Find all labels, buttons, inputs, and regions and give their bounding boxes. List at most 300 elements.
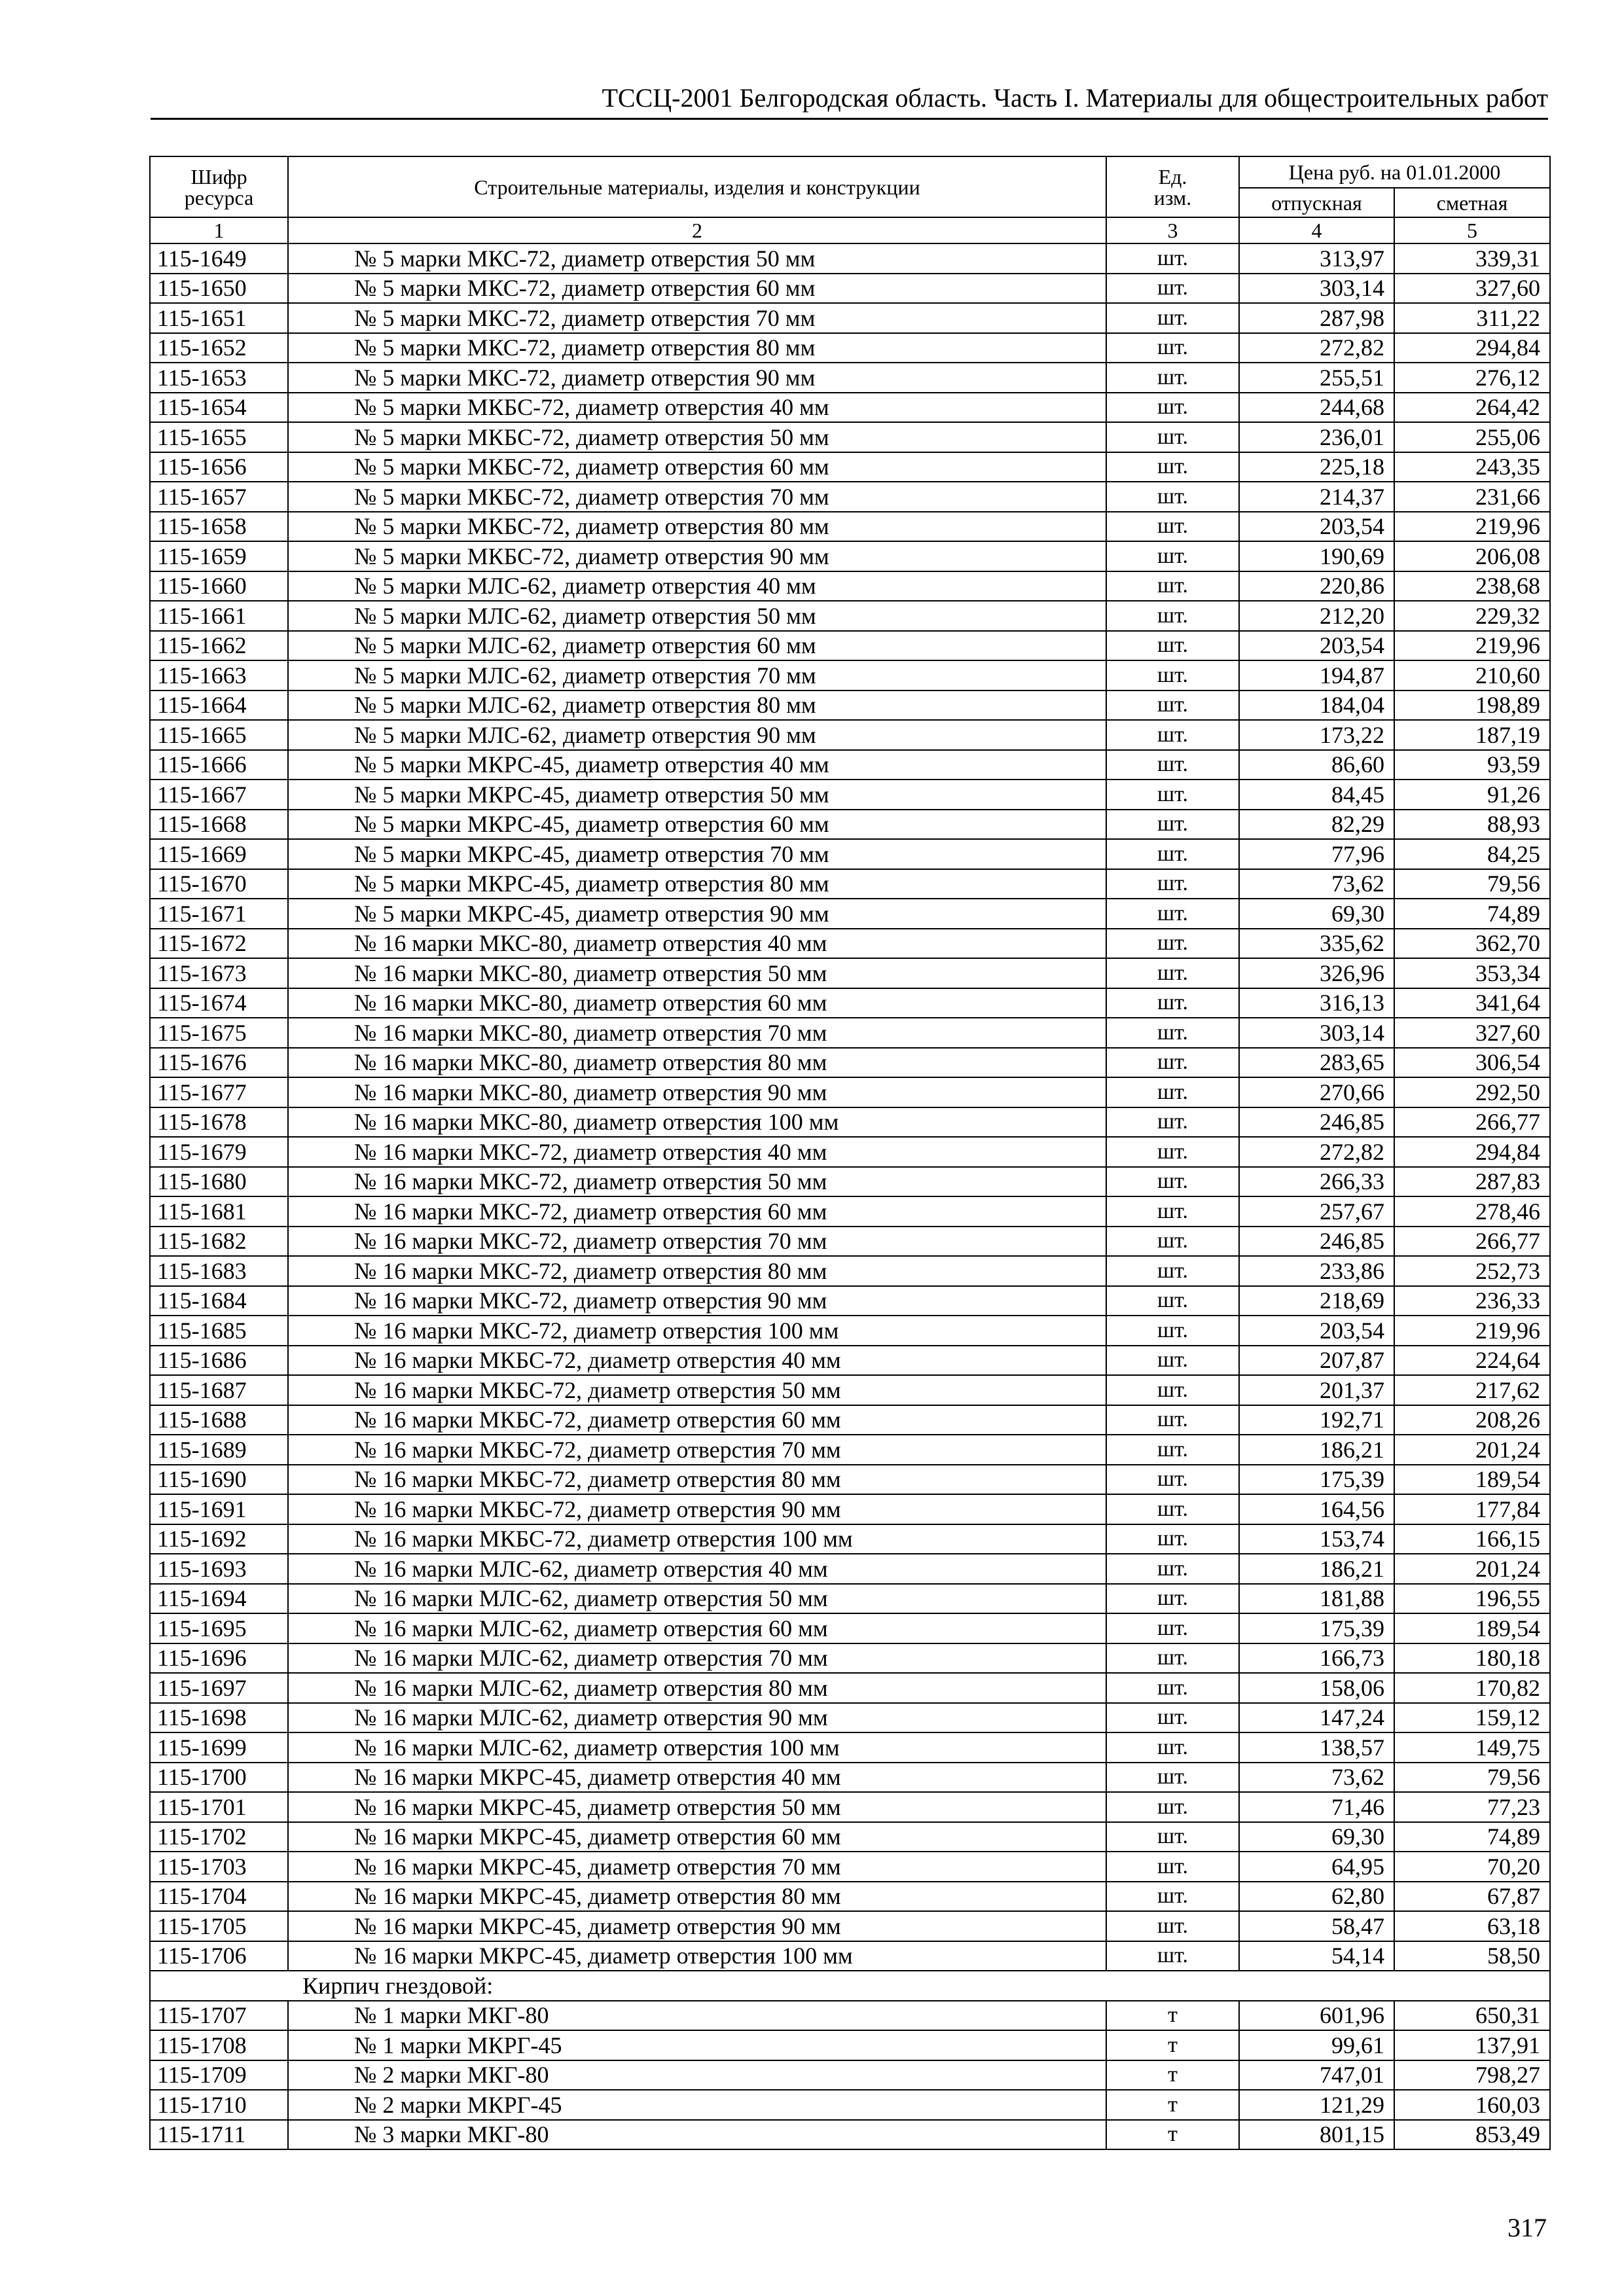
resource-code-cell: 115-1684 [150,1286,288,1316]
table-row [150,780,1550,810]
estimate-price-cell: 67,87 [1394,1882,1550,1912]
resource-code-cell: 115-1702 [150,1822,288,1852]
table-row [150,1554,1550,1584]
unit-cell: шт. [1106,1822,1239,1852]
table-row [150,899,1550,929]
unit-cell: шт. [1106,1167,1239,1197]
table-row [150,720,1550,750]
release-price-cell: 190,69 [1239,541,1394,571]
table-row [150,1196,1550,1227]
unit-cell: шт. [1106,1316,1239,1346]
estimate-price-cell: 327,60 [1394,274,1550,304]
unit-cell: шт. [1106,363,1239,393]
resource-code-cell: 115-1665 [150,720,288,750]
unit-cell: шт. [1106,631,1239,661]
release-price-cell: 236,01 [1239,422,1394,452]
material-name-cell: № 16 марки МКРС-45, диаметр отверстия 60 мм [288,1822,1106,1852]
estimate-price-cell: 189,54 [1394,1613,1550,1643]
material-name-cell: № 16 марки МКС-80, диаметр отверстия 100 мм [288,1107,1106,1138]
release-price-cell: 69,30 [1239,899,1394,929]
unit-cell: шт. [1106,1107,1239,1138]
unit-cell: шт. [1106,1137,1239,1167]
unit-cell: шт. [1106,1763,1239,1793]
estimate-price-cell: 255,06 [1394,422,1550,452]
estimate-price-cell: 201,24 [1394,1435,1550,1465]
column-header-name: Строительные материалы, изделия и конструкции [288,156,1106,217]
release-price-cell: 158,06 [1239,1673,1394,1703]
release-price-cell: 303,14 [1239,1018,1394,1048]
material-name-cell: № 16 марки МКРС-45, диаметр отверстия 100 мм [288,1941,1106,1971]
release-price-cell: 186,21 [1239,1554,1394,1584]
resource-code-cell: 115-1657 [150,482,288,512]
estimate-price-cell: 650,31 [1394,2001,1550,2031]
unit-cell: шт. [1106,720,1239,750]
table-row [150,1732,1550,1763]
unit-cell: шт. [1106,1346,1239,1376]
material-name-cell: № 5 марки МКБС-72, диаметр отверстия 70 мм [288,482,1106,512]
material-name-cell: № 16 марки МЛС-62, диаметр отверстия 40 мм [288,1554,1106,1584]
table-row [150,243,1550,274]
table-row [150,1405,1550,1435]
estimate-price-cell: 229,32 [1394,601,1550,631]
table-row [150,482,1550,512]
resource-code-cell: 115-1696 [150,1643,288,1674]
estimate-price-cell: 201,24 [1394,1554,1550,1584]
release-price-cell: 313,97 [1239,243,1394,274]
unit-cell: шт. [1106,780,1239,810]
resource-code-cell: 115-1654 [150,393,288,423]
material-name-cell: № 5 марки МКС-72, диаметр отверстия 60 мм [288,274,1106,304]
resource-code-cell: 115-1664 [150,691,288,721]
material-name-cell: № 16 марки МКС-72, диаметр отверстия 100 мм [288,1316,1106,1346]
resource-code-cell: 115-1709 [150,2060,288,2090]
column-header-price: Цена руб. на 01.01.2000 [1239,156,1550,188]
table-row [150,1286,1550,1316]
estimate-price-cell: 63,18 [1394,1911,1550,1941]
material-name-cell: № 5 марки МЛС-62, диаметр отверстия 50 мм [288,601,1106,631]
resource-code-cell: 115-1691 [150,1494,288,1524]
unit-cell: т [1106,2030,1239,2060]
material-name-cell: № 16 марки МКС-80, диаметр отверстия 70 мм [288,1018,1106,1048]
material-name-cell: № 2 марки МКРГ-45 [288,2090,1106,2120]
estimate-price-cell: 294,84 [1394,1137,1550,1167]
resource-code-cell: 115-1675 [150,1018,288,1048]
table-row [150,1852,1550,1882]
release-price-cell: 84,45 [1239,780,1394,810]
column-number: 1 [150,217,288,243]
material-name-cell: № 16 марки МКРС-45, диаметр отверстия 50 мм [288,1792,1106,1822]
material-name-cell: № 5 марки МКС-72, диаметр отверстия 80 мм [288,333,1106,363]
material-name-cell: № 5 марки МЛС-62, диаметр отверстия 80 мм [288,691,1106,721]
table-row [150,660,1550,691]
estimate-price-cell: 206,08 [1394,541,1550,571]
release-price-cell: 203,54 [1239,1316,1394,1346]
resource-code-cell: 115-1698 [150,1703,288,1733]
column-number: 2 [288,217,1106,243]
table-row [150,333,1550,363]
section-row [150,1971,1550,2001]
resource-code-cell: 115-1689 [150,1435,288,1465]
unit-cell: шт. [1106,541,1239,571]
release-price-cell: 58,47 [1239,1911,1394,1941]
resource-code-cell: 115-1686 [150,1346,288,1376]
estimate-price-cell: 292,50 [1394,1077,1550,1107]
unit-cell: шт. [1106,1643,1239,1674]
material-name-cell: № 5 марки МКБС-72, диаметр отверстия 90 мм [288,541,1106,571]
table-row [150,1703,1550,1733]
table-row [150,1882,1550,1912]
unit-cell: шт. [1106,691,1239,721]
estimate-price-cell: 353,34 [1394,958,1550,988]
estimate-price-cell: 236,33 [1394,1286,1550,1316]
unit-cell: шт. [1106,333,1239,363]
table-row [150,1911,1550,1941]
unit-cell: шт. [1106,1405,1239,1435]
table-row [150,1465,1550,1495]
resource-code-cell: 115-1650 [150,274,288,304]
estimate-price-cell: 798,27 [1394,2060,1550,2090]
resource-code-cell: 115-1699 [150,1732,288,1763]
release-price-cell: 82,29 [1239,810,1394,840]
estimate-price-cell: 79,56 [1394,869,1550,899]
resource-code-cell: 115-1680 [150,1167,288,1197]
resource-code-cell: 115-1667 [150,780,288,810]
table-row [150,274,1550,304]
table-row [150,1137,1550,1167]
column-number: 4 [1239,217,1394,243]
unit-cell: шт. [1106,1435,1239,1465]
estimate-price-cell: 93,59 [1394,750,1550,780]
estimate-price-cell: 79,56 [1394,1763,1550,1793]
material-name-cell: № 5 марки МКБС-72, диаметр отверстия 40 мм [288,393,1106,423]
material-name-cell: № 2 марки МКГ-80 [288,2060,1106,2090]
unit-cell: шт. [1106,601,1239,631]
unit-cell: т [1106,2120,1239,2150]
material-name-cell: № 16 марки МКС-80, диаметр отверстия 60 мм [288,988,1106,1018]
table-row [150,1494,1550,1524]
release-price-cell: 203,54 [1239,512,1394,542]
resource-code-cell: 115-1673 [150,958,288,988]
unit-cell: шт. [1106,303,1239,333]
unit-cell: шт. [1106,571,1239,601]
estimate-price-cell: 180,18 [1394,1643,1550,1674]
estimate-price-cell: 294,84 [1394,333,1550,363]
unit-cell: шт. [1106,1673,1239,1703]
unit-cell: шт. [1106,1911,1239,1941]
table-row [150,839,1550,869]
release-price-cell: 220,86 [1239,571,1394,601]
table-row [150,988,1550,1018]
material-name-cell: № 16 марки МКРС-45, диаметр отверстия 40 мм [288,1763,1106,1793]
table-row [150,1077,1550,1107]
release-price-cell: 62,80 [1239,1882,1394,1912]
release-price-cell: 225,18 [1239,452,1394,482]
material-name-cell: № 5 марки МКРС-45, диаметр отверстия 80 мм [288,869,1106,899]
release-price-cell: 246,85 [1239,1107,1394,1138]
estimate-price-cell: 341,64 [1394,988,1550,1018]
table-row [150,2060,1550,2090]
resource-code-cell: 115-1711 [150,2120,288,2150]
column-number: 3 [1106,217,1239,243]
table-row [150,2090,1550,2120]
release-price-cell: 192,71 [1239,1405,1394,1435]
table-row [150,810,1550,840]
resource-code-cell: 115-1697 [150,1673,288,1703]
material-name-cell: № 16 марки МКС-80, диаметр отверстия 90 мм [288,1077,1106,1107]
release-price-cell: 64,95 [1239,1852,1394,1882]
material-name-cell: № 16 марки МКБС-72, диаметр отверстия 90 мм [288,1494,1106,1524]
material-name-cell: № 16 марки МКС-72, диаметр отверстия 80 мм [288,1256,1106,1286]
material-name-cell: № 5 марки МКРС-45, диаметр отверстия 90 мм [288,899,1106,929]
release-price-cell: 257,67 [1239,1196,1394,1227]
material-name-cell: № 16 марки МКС-72, диаметр отверстия 40 мм [288,1137,1106,1167]
material-name-cell: № 16 марки МКРС-45, диаметр отверстия 70 мм [288,1852,1106,1882]
table-row [150,1763,1550,1793]
resource-code-cell: 115-1707 [150,2001,288,2031]
estimate-price-cell: 137,91 [1394,2030,1550,2060]
release-price-cell: 147,24 [1239,1703,1394,1733]
unit-cell: шт. [1106,1703,1239,1733]
unit-cell: шт. [1106,1048,1239,1078]
estimate-price-cell: 189,54 [1394,1465,1550,1495]
unit-cell: шт. [1106,1196,1239,1227]
table-row [150,363,1550,393]
estimate-price-cell: 177,84 [1394,1494,1550,1524]
release-price-cell: 99,61 [1239,2030,1394,2060]
section-title: Кирпич гнездовой: [150,1971,1550,2001]
material-name-cell: № 5 марки МКС-72, диаметр отверстия 90 мм [288,363,1106,393]
release-price-cell: 233,86 [1239,1256,1394,1286]
table-row [150,452,1550,482]
estimate-price-cell: 198,89 [1394,691,1550,721]
material-name-cell: № 16 марки МКРС-45, диаметр отверстия 80 мм [288,1882,1106,1912]
estimate-price-cell: 219,96 [1394,1316,1550,1346]
estimate-price-cell: 219,96 [1394,512,1550,542]
unit-cell: шт. [1106,899,1239,929]
estimate-price-cell: 210,60 [1394,660,1550,691]
table-row [150,631,1550,661]
table-row [150,2120,1550,2150]
release-price-cell: 173,22 [1239,720,1394,750]
material-name-cell: № 5 марки МКБС-72, диаметр отверстия 60 мм [288,452,1106,482]
resource-code-cell: 115-1683 [150,1256,288,1286]
table-row [150,422,1550,452]
material-name-cell: № 5 марки МКРС-45, диаметр отверстия 60 мм [288,810,1106,840]
unit-cell: шт. [1106,1852,1239,1882]
release-price-cell: 164,56 [1239,1494,1394,1524]
material-name-cell: № 5 марки МЛС-62, диаметр отверстия 70 мм [288,660,1106,691]
material-name-cell: № 16 марки МКС-80, диаметр отверстия 40 мм [288,929,1106,959]
material-name-cell: № 16 марки МКБС-72, диаметр отверстия 50 мм [288,1375,1106,1405]
table-row [150,1524,1550,1554]
column-header-price-release: отпускная [1239,188,1394,217]
unit-cell: т [1106,2060,1239,2090]
resource-code-cell: 115-1670 [150,869,288,899]
release-price-cell: 212,20 [1239,601,1394,631]
material-name-cell: № 5 марки МЛС-62, диаметр отверстия 40 мм [288,571,1106,601]
release-price-cell: 335,62 [1239,929,1394,959]
estimate-price-cell: 170,82 [1394,1673,1550,1703]
material-name-cell: № 5 марки МКРС-45, диаметр отверстия 40 мм [288,750,1106,780]
resource-code-cell: 115-1695 [150,1613,288,1643]
material-name-cell: № 16 марки МЛС-62, диаметр отверстия 60 мм [288,1613,1106,1643]
material-name-cell: № 1 марки МКРГ-45 [288,2030,1106,2060]
release-price-cell: 255,51 [1239,363,1394,393]
material-name-cell: № 16 марки МЛС-62, диаметр отверстия 100 мм [288,1732,1106,1763]
release-price-cell: 272,82 [1239,333,1394,363]
estimate-price-cell: 327,60 [1394,1018,1550,1048]
estimate-price-cell: 238,68 [1394,571,1550,601]
resource-code-cell: 115-1694 [150,1584,288,1614]
resource-code-cell: 115-1678 [150,1107,288,1138]
resource-code-cell: 115-1705 [150,1911,288,1941]
release-price-cell: 287,98 [1239,303,1394,333]
material-name-cell: № 5 марки МЛС-62, диаметр отверстия 60 мм [288,631,1106,661]
unit-cell: шт. [1106,839,1239,869]
price-table [149,156,1551,2150]
resource-code-cell: 115-1682 [150,1227,288,1257]
resource-code-cell: 115-1663 [150,660,288,691]
table-row [150,1346,1550,1376]
resource-code-cell: 115-1690 [150,1465,288,1495]
estimate-price-cell: 266,77 [1394,1107,1550,1138]
resource-code-cell: 115-1656 [150,452,288,482]
unit-cell: шт. [1106,1792,1239,1822]
resource-code-cell: 115-1700 [150,1763,288,1793]
estimate-price-cell: 217,62 [1394,1375,1550,1405]
unit-cell: шт. [1106,1613,1239,1643]
release-price-cell: 601,96 [1239,2001,1394,2031]
release-price-cell: 175,39 [1239,1465,1394,1495]
resource-code-cell: 115-1679 [150,1137,288,1167]
material-name-cell: № 16 марки МКС-72, диаметр отверстия 70 мм [288,1227,1106,1257]
resource-code-cell: 115-1661 [150,601,288,631]
estimate-price-cell: 231,66 [1394,482,1550,512]
unit-cell: шт. [1106,660,1239,691]
resource-code-cell: 115-1659 [150,541,288,571]
material-name-cell: № 16 марки МЛС-62, диаметр отверстия 90 мм [288,1703,1106,1733]
column-number-row [150,217,1550,243]
resource-code-cell: 115-1704 [150,1882,288,1912]
table-row [150,1256,1550,1286]
material-name-cell: № 16 марки МЛС-62, диаметр отверстия 50 мм [288,1584,1106,1614]
release-price-cell: 214,37 [1239,482,1394,512]
table-row [150,1643,1550,1674]
unit-cell: шт. [1106,1554,1239,1584]
material-name-cell: № 3 марки МКГ-80 [288,2120,1106,2150]
table-row [150,1018,1550,1048]
estimate-price-cell: 166,15 [1394,1524,1550,1554]
unit-cell: шт. [1106,243,1239,274]
unit-cell: шт. [1106,750,1239,780]
release-price-cell: 747,01 [1239,2060,1394,2090]
estimate-price-cell: 853,49 [1394,2120,1550,2150]
resource-code-cell: 115-1692 [150,1524,288,1554]
header-divider [151,118,1548,120]
unit-cell: шт. [1106,512,1239,542]
resource-code-cell: 115-1653 [150,363,288,393]
unit-cell: шт. [1106,1494,1239,1524]
unit-cell: шт. [1106,1465,1239,1495]
release-price-cell: 166,73 [1239,1643,1394,1674]
table-row [150,1822,1550,1852]
release-price-cell: 207,87 [1239,1346,1394,1376]
release-price-cell: 69,30 [1239,1822,1394,1852]
estimate-price-cell: 74,89 [1394,899,1550,929]
unit-cell: шт. [1106,1286,1239,1316]
release-price-cell: 181,88 [1239,1584,1394,1614]
material-name-cell: № 5 марки МКС-72, диаметр отверстия 70 мм [288,303,1106,333]
table-row [150,571,1550,601]
resource-code-cell: 115-1687 [150,1375,288,1405]
estimate-price-cell: 252,73 [1394,1256,1550,1286]
estimate-price-cell: 74,89 [1394,1822,1550,1852]
release-price-cell: 153,74 [1239,1524,1394,1554]
unit-cell: шт. [1106,1018,1239,1048]
release-price-cell: 184,04 [1239,691,1394,721]
material-name-cell: № 16 марки МКС-72, диаметр отверстия 60 мм [288,1196,1106,1227]
material-name-cell: № 5 марки МКБС-72, диаметр отверстия 80 мм [288,512,1106,542]
unit-cell: шт. [1106,988,1239,1018]
table-row [150,1673,1550,1703]
material-name-cell: № 5 марки МКБС-72, диаметр отверстия 50 мм [288,422,1106,452]
table-row [150,1048,1550,1078]
estimate-price-cell: 264,42 [1394,393,1550,423]
resource-code-cell: 115-1693 [150,1554,288,1584]
column-header-unit: Ед. изм. [1106,156,1239,217]
release-price-cell: 186,21 [1239,1435,1394,1465]
table-body [150,243,1550,2149]
release-price-cell: 801,15 [1239,2120,1394,2150]
estimate-price-cell: 149,75 [1394,1732,1550,1763]
unit-cell: шт. [1106,393,1239,423]
unit-cell: шт. [1106,869,1239,899]
table-row [150,691,1550,721]
estimate-price-cell: 187,19 [1394,720,1550,750]
table-row [150,1167,1550,1197]
unit-cell: шт. [1106,1375,1239,1405]
release-price-cell: 218,69 [1239,1286,1394,1316]
unit-cell: шт. [1106,810,1239,840]
unit-cell: т [1106,2001,1239,2031]
release-price-cell: 270,66 [1239,1077,1394,1107]
table-row [150,601,1550,631]
estimate-price-cell: 77,23 [1394,1792,1550,1822]
estimate-price-cell: 160,03 [1394,2090,1550,2120]
document-header-title: ТССЦ-2001 Белгородская область. Часть I. Материалы для общестроительных работ [602,83,1548,113]
resource-code-cell: 115-1652 [150,333,288,363]
table-row [150,1107,1550,1138]
resource-code-cell: 115-1708 [150,2030,288,2060]
release-price-cell: 194,87 [1239,660,1394,691]
unit-cell: шт. [1106,1584,1239,1614]
release-price-cell: 73,62 [1239,869,1394,899]
material-name-cell: № 1 марки МКГ-80 [288,2001,1106,2031]
release-price-cell: 54,14 [1239,1941,1394,1971]
release-price-cell: 73,62 [1239,1763,1394,1793]
table-row [150,1941,1550,1971]
column-header-price-estimate: сметная [1394,188,1550,217]
resource-code-cell: 115-1674 [150,988,288,1018]
table-row [150,1584,1550,1614]
material-name-cell: № 16 марки МКБС-72, диаметр отверстия 60 мм [288,1405,1106,1435]
table-row [150,1613,1550,1643]
table-row [150,929,1550,959]
resource-code-cell: 115-1681 [150,1196,288,1227]
estimate-price-cell: 91,26 [1394,780,1550,810]
resource-code-cell: 115-1658 [150,512,288,542]
material-name-cell: № 16 марки МЛС-62, диаметр отверстия 80 мм [288,1673,1106,1703]
